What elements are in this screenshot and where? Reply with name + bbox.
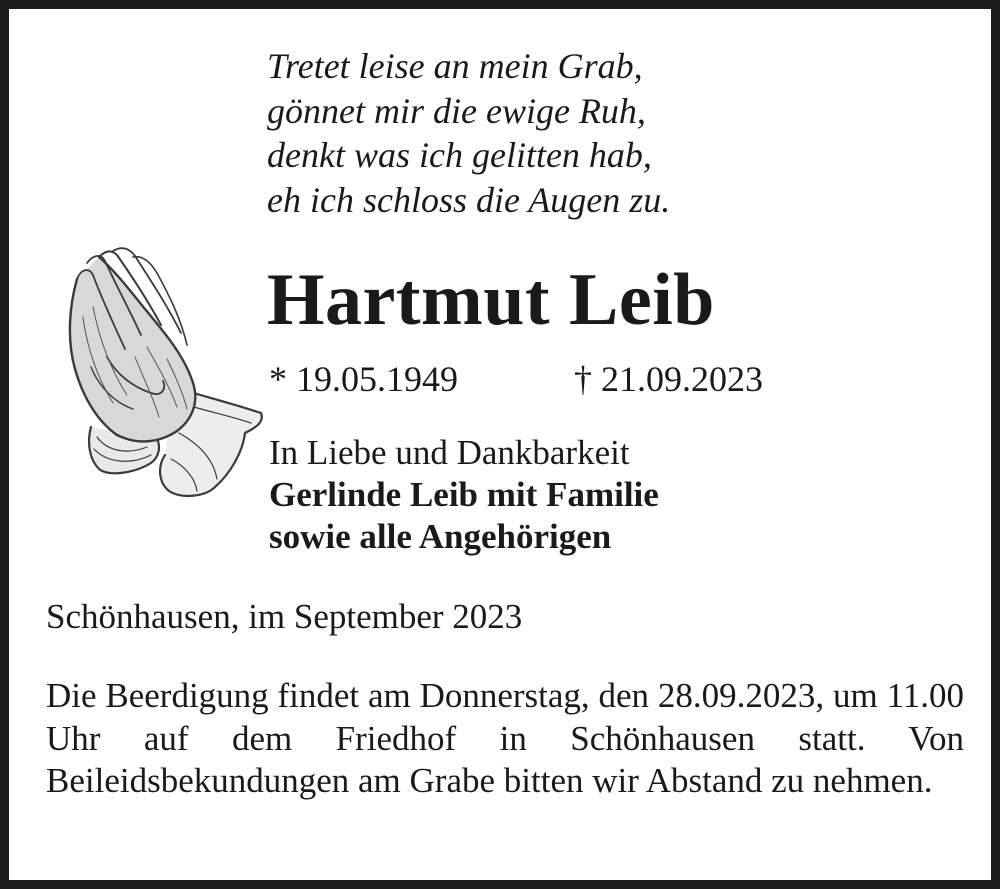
funeral-info: Die Beerdigung findet am Donnerstag, den 28.09.2023, um 11.00 Uhr auf dem Friedhof in Schönhausen statt. Von Beileidsbekundungen am Grabe bitten wir Abstand zu nehmen.	[46, 676, 964, 800]
mourners-relatives: sowie alle Angehörigen	[269, 517, 612, 556]
death-date: † 21.09.2023	[574, 359, 763, 399]
poem-line: denkt was ich gelitten hab,	[267, 135, 652, 175]
deceased-name: Hartmut Leib	[267, 259, 715, 341]
place-date: Schönhausen, im September 2023	[46, 597, 523, 636]
poem-line: gönnet mir die ewige Ruh,	[267, 90, 646, 131]
birth-date: * 19.05.1949	[269, 359, 458, 399]
poem	[267, 44, 670, 222]
poem-line: Tretet leise an mein Grab,	[267, 46, 643, 86]
poem-line: eh ich schloss die Augen zu.	[267, 179, 671, 220]
mourners-block	[269, 432, 659, 558]
mourners-family: Gerlinde Leib mit Familie	[269, 475, 659, 514]
mourners-intro: In Liebe und Dankbarkeit	[269, 433, 630, 472]
praying-hands-icon	[47, 237, 272, 505]
